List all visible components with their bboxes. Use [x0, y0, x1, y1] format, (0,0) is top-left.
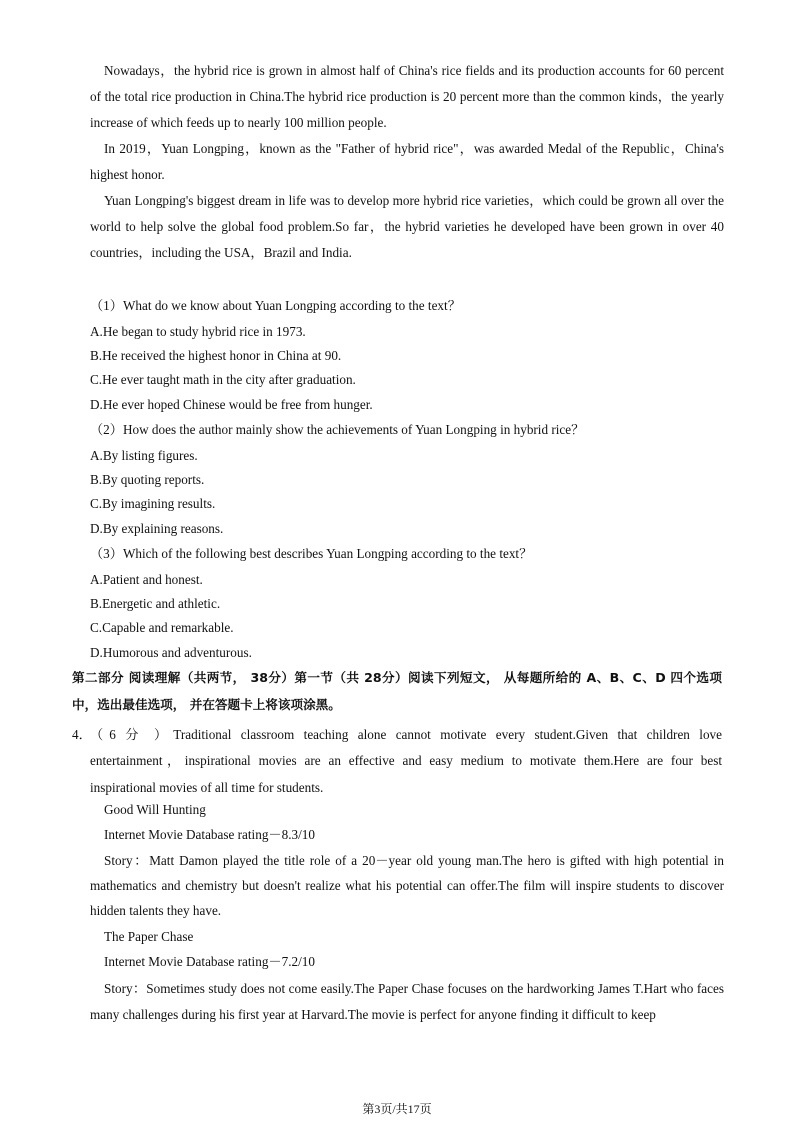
question-intro: [90, 722, 722, 801]
movie-title: The Paper Chase: [104, 929, 194, 944]
movie-rating: Internet Movie Database rating－7.2/10: [104, 954, 315, 969]
question-stem: （1）What do we know about Yuan Longping according to the text？: [90, 298, 461, 313]
passage-paragraph: Nowadays，the hybrid rice is grown in almost half of China's rice fields and its production accounts for 60 percent of the total rice production in China.The hybrid rice production is 20 percent more than the common kinds，the yearly increase of which feeds up to nearly 100 million people.: [90, 63, 724, 130]
passage-paragraph: In 2019，Yuan Longping，known as the "Father of hybrid rice"，was awarded Medal of the Republic，China's highest honor.: [90, 141, 724, 182]
answer-option: C.Capable and remarkable.: [90, 620, 234, 635]
passage-paragraph: Yuan Longping's biggest dream in life was to develop more hybrid rice varieties，which could be grown all over the world to help solve the global food problem.So far，the hybrid varieties he developed have been grown in over 40 countries，including the USA，Brazil and India.: [90, 193, 724, 260]
answer-option: C.He ever taught math in the city after graduation.: [90, 372, 356, 387]
movie-rating: Internet Movie Database rating－8.3/10: [104, 827, 315, 842]
answer-option: D.He ever hoped Chinese would be free from hunger.: [90, 397, 373, 412]
answer-option: A.Patient and honest.: [90, 572, 203, 587]
movie-story: Story：Matt Damon played the title role of a 20－year old young man.The hero is gifted with high potential in mathematics and chemistry but doesn't realize what his potential can offer.The film will inspire students to discover hidden talents they have.: [90, 853, 724, 919]
answer-option: A.He began to study hybrid rice in 1973.: [90, 324, 306, 339]
answer-option: B.Energetic and athletic.: [90, 596, 221, 611]
question-intro-first-line: （6 分 ）Traditional classroom teaching alone cannot motivate every student.Given that children love: [90, 727, 722, 742]
question-stem: （3）Which of the following best describes Yuan Longping according to the text？: [90, 546, 533, 561]
answer-option: C.By imagining results.: [90, 496, 216, 511]
question-intro-rest: entertainment，inspirational movies are an effective and easy medium to motivate them.Here are four best inspirational movies of all time for students.: [90, 753, 722, 795]
answer-option: D.By explaining reasons.: [90, 521, 224, 536]
movie-title: Good Will Hunting: [104, 802, 206, 817]
section-heading: 第二部分 阅读理解（共两节， 38分）第一节（共 28分）阅读下列短文， 从每题所给的 A、B、C、D 四个选项中，选出最佳选项， 并在答题卡上将该项涂黑。: [72, 670, 722, 712]
question-stem: （2）How does the author mainly show the achievements of Yuan Longping in hybrid rice？: [90, 422, 585, 437]
page-footer: 第3页/共17页: [362, 1102, 432, 1116]
answer-option: D.Humorous and adventurous.: [90, 645, 252, 660]
question-number: 4．: [72, 727, 92, 742]
movie-story: Story：Sometimes study does not come easily.The Paper Chase focuses on the hardworking James T.Hart who faces many challenges during his first year at Harvard.The movie is perfect for anyone finding it difficult to keep: [90, 981, 724, 1022]
answer-option: B.He received the highest honor in China at 90.: [90, 348, 342, 363]
answer-option: B.By quoting reports.: [90, 472, 205, 487]
answer-option: A.By listing figures.: [90, 448, 198, 463]
